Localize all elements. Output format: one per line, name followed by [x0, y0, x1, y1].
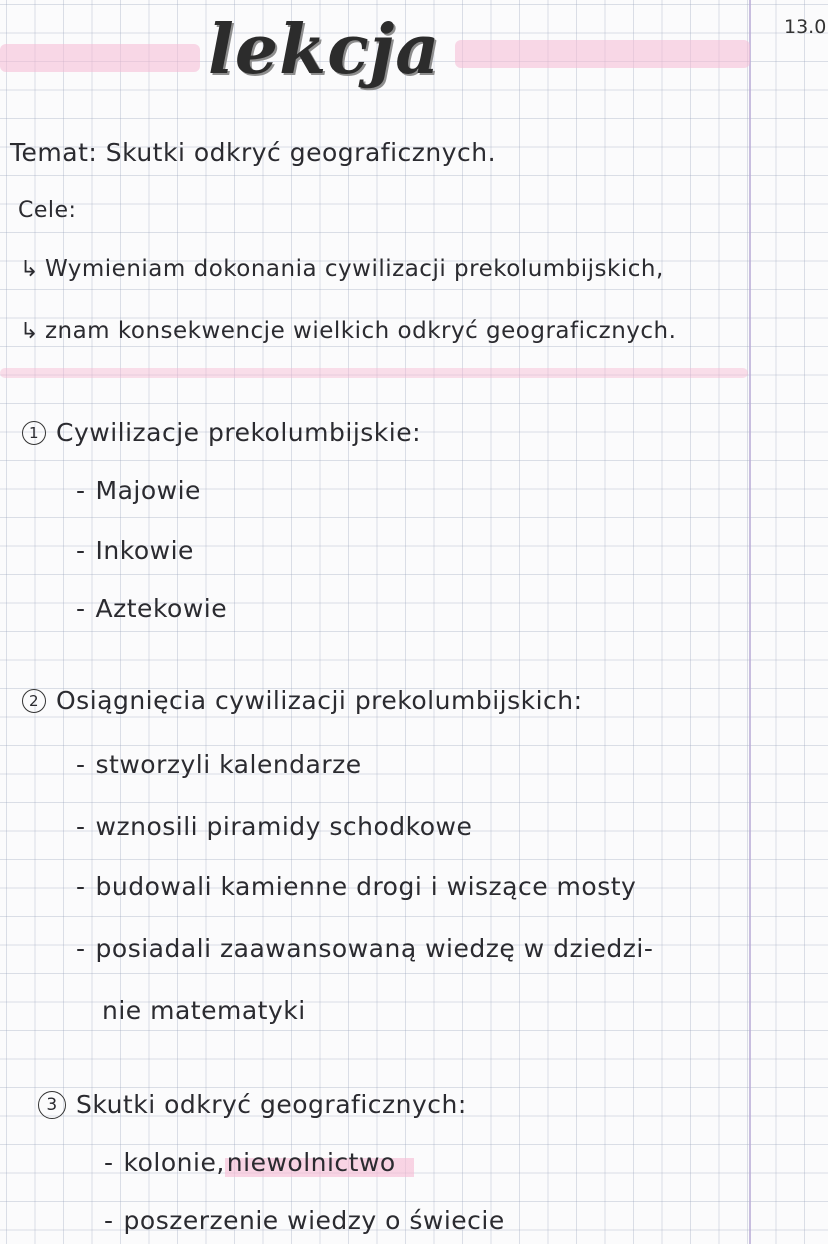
- list-item-text: wznosili piramidy schodkowe: [95, 812, 473, 841]
- list-item: - Inkowie: [76, 536, 194, 565]
- list-item-text: Majowie: [95, 476, 201, 505]
- list-item: - wznosili piramidy schodkowe: [76, 812, 473, 841]
- list-item-text: kolonie,: [123, 1148, 225, 1177]
- page-date: 13.0: [784, 16, 827, 38]
- goal-text: znam konsekwencje wielkich odkryć geograficznych.: [44, 318, 677, 344]
- list-item-text: Inkowie: [95, 536, 194, 565]
- circled-number-icon: 1: [22, 421, 46, 445]
- highlighted-text: niewolnictwo: [225, 1148, 414, 1177]
- list-item-text: posiadali zaawansowaną wiedzę w dziedzi-: [95, 934, 654, 963]
- list-item-text: stworzyli kalendarze: [95, 750, 362, 779]
- circled-number-icon: 2: [22, 689, 46, 713]
- list-item: - kolonie,niewolnictwo: [104, 1148, 414, 1177]
- title-highlight-right: [455, 40, 750, 68]
- goal-item: [20, 318, 676, 344]
- list-item: - budowali kamienne drogi i wiszące mosty: [76, 872, 637, 901]
- section-heading-text: Cywilizacje prekolumbijskie:: [56, 418, 422, 447]
- list-item-text: budowali kamienne drogi i wiszące mosty: [95, 872, 637, 901]
- notebook-margin-line: [749, 0, 751, 1244]
- list-item: - poszerzenie wiedzy o świecie: [104, 1206, 505, 1235]
- section-heading: [22, 418, 421, 447]
- goal-item: [20, 256, 664, 282]
- section-heading-text: Osiągnięcia cywilizacji prekolumbijskich:: [56, 686, 583, 715]
- section-heading-text: Skutki odkryć geograficznych:: [76, 1090, 467, 1119]
- goals-label: Cele:: [18, 198, 77, 223]
- turn-arrow-icon: ↳: [20, 319, 39, 344]
- section-heading: [38, 1090, 467, 1119]
- topic-line: Temat: Skutki odkryć geograficznych.: [10, 138, 497, 167]
- goal-text: Wymieniam dokonania cywilizacji prekolumbijskich,: [44, 256, 664, 282]
- list-item: - posiadali zaawansowaną wiedzę w dziedzi-: [76, 934, 654, 963]
- list-item-text: poszerzenie wiedzy o świecie: [123, 1206, 505, 1235]
- section-heading: [22, 686, 583, 715]
- section-separator-highlight: [0, 368, 748, 378]
- title-highlight-left: [0, 44, 200, 72]
- list-item-text: Aztekowie: [95, 594, 228, 623]
- list-item: - Aztekowie: [76, 594, 228, 623]
- list-item-continuation: nie matematyki: [102, 996, 306, 1025]
- circled-number-icon: 3: [38, 1091, 66, 1119]
- list-item: - stworzyli kalendarze: [76, 750, 362, 779]
- page-title: lekcja: [208, 10, 441, 90]
- turn-arrow-icon: ↳: [20, 257, 39, 282]
- list-item: - Majowie: [76, 476, 201, 505]
